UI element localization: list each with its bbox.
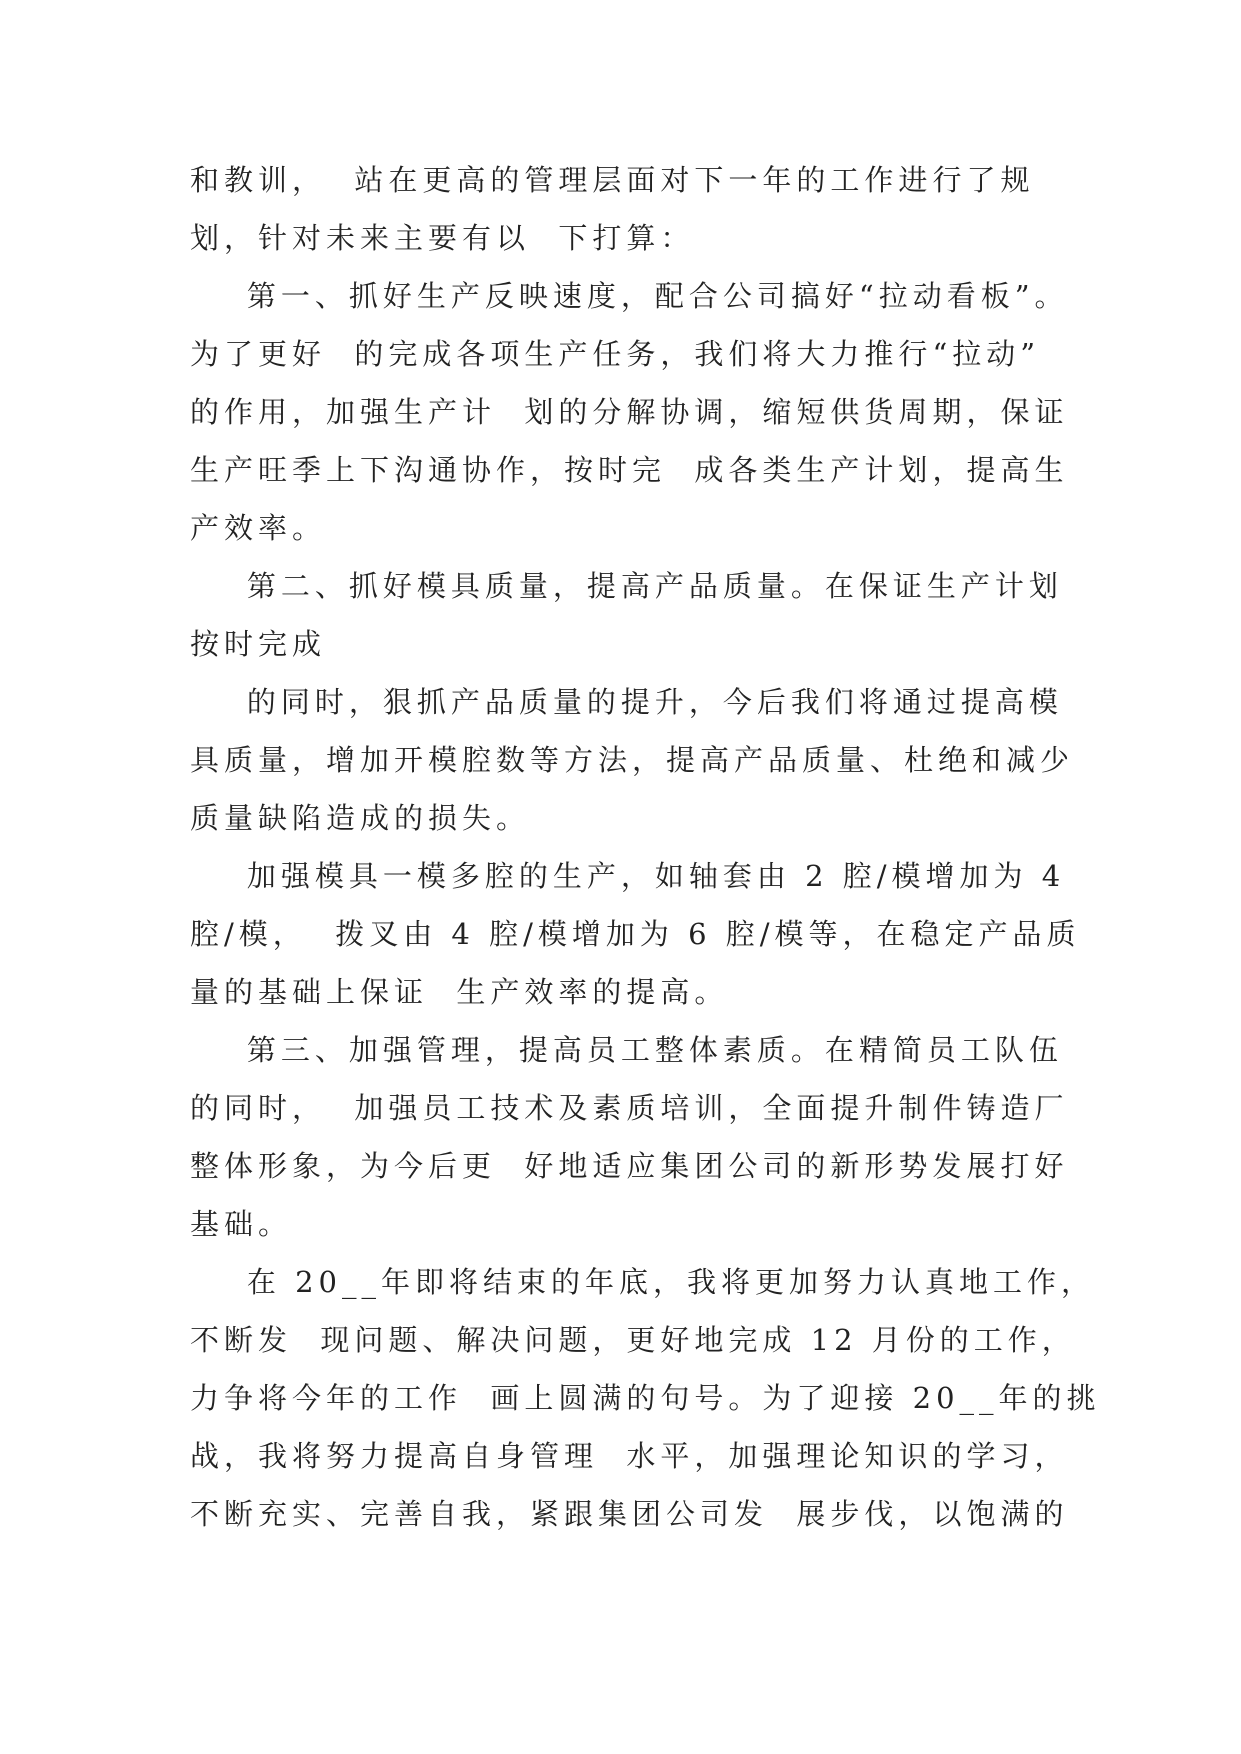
text-line: 具质量，增加开模腔数等方法，提高产品质量、杜绝和减少 — [190, 743, 1075, 777]
text-line: 在 20__年即将结束的年底，我将更加努力认真地工作， — [190, 1265, 1095, 1299]
text-line: 加强模具一模多腔的生产，如轴套由 2 腔/模增加为 4 — [190, 859, 1066, 893]
text-line: 为了更好 的完成各项生产任务，我们将大力推行“拉动” — [190, 337, 1041, 371]
text-line: 不断充实、完善自我，紧跟集团公司发 展步伐，以饱满的 — [190, 1497, 1069, 1531]
text-line: 和教训， 站在更高的管理层面对下一年的工作进行了规 — [190, 163, 1035, 197]
text-line: 的作用，加强生产计 划的分解协调，缩短供货周期，保证 — [190, 395, 1069, 429]
text-line: 不断发 现问题、解决问题，更好地完成 12 月份的工作， — [190, 1323, 1076, 1357]
text-line: 生产旺季上下沟通协作，按时完 成各类生产计划，提高生 — [190, 453, 1069, 487]
text-line: 腔/模， 拨叉由 4 腔/模增加为 6 腔/模等，在稳定产品质 — [190, 917, 1081, 951]
text-line: 划，针对未来主要有以 下打算： — [190, 221, 695, 255]
text-line: 的同时， 加强员工技术及素质培训，全面提升制件铸造厂 — [190, 1091, 1069, 1125]
text-line: 基础。 — [190, 1207, 293, 1241]
text-line: 战，我将努力提高自身管理 水平，加强理论知识的学习， — [190, 1439, 1069, 1473]
text-line: 整体形象，为今后更 好地适应集团公司的新形势发展打好 — [190, 1149, 1069, 1183]
text-line: 按时完成 — [190, 627, 327, 661]
text-line: 量的基础上保证 生产效率的提高。 — [190, 975, 729, 1009]
text-line: 质量缺陷造成的损失。 — [190, 801, 531, 835]
text-line: 第三、加强管理，提高员工整体素质。在精简员工队伍 — [190, 1033, 1063, 1067]
text-line: 的同时，狠抓产品质量的提升，今后我们将通过提高模 — [190, 685, 1063, 719]
text-line: 第二、抓好模具质量，提高产品质量。在保证生产计划 — [190, 569, 1063, 603]
text-line: 第一、抓好生产反映速度，配合公司搞好“拉动看板”。 — [190, 279, 1069, 313]
text-line: 产效率。 — [190, 511, 327, 545]
text-line: 力争将今年的工作 画上圆满的句号。为了迎接 20__年的挑 — [190, 1381, 1101, 1415]
